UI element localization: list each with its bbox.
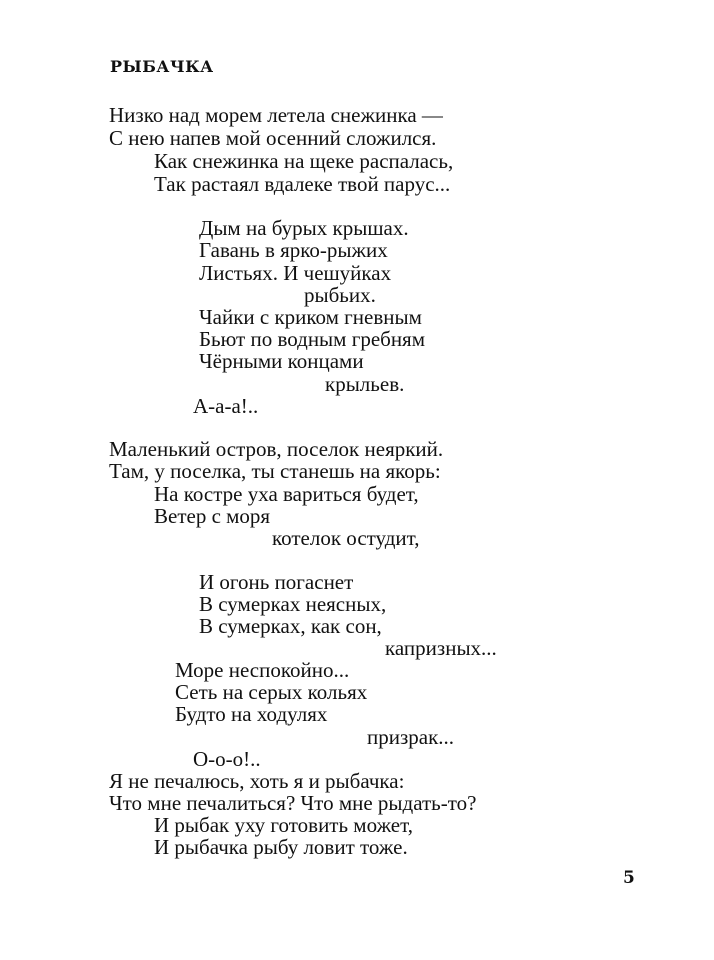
poem-line: И огонь погаснет bbox=[199, 570, 354, 594]
page-number: 5 bbox=[623, 868, 635, 888]
poem-line: Низко над морем летела снежинка — bbox=[109, 103, 443, 127]
poem-line: котелок остудит, bbox=[272, 526, 420, 550]
poem-title: РЫБАЧКА bbox=[110, 57, 214, 76]
poem-line: призрак... bbox=[367, 725, 455, 749]
poem-line: На костре уха вариться будет, bbox=[154, 482, 419, 506]
poem-line: И рыбак уху готовить может, bbox=[154, 813, 413, 837]
poem-line: Я не печалюсь, хоть я и рыбачка: bbox=[109, 769, 405, 793]
poem-line: рыбьих. bbox=[304, 283, 376, 307]
poem-line: Как снежинка на щеке распалась, bbox=[154, 149, 454, 173]
poem-line: Там, у поселка, ты станешь на якорь: bbox=[109, 459, 441, 483]
poem-line: Сеть на серых кольях bbox=[175, 680, 368, 704]
poem-line: И рыбачка рыбу ловит тоже. bbox=[154, 835, 408, 859]
poem-line: В сумерках неясных, bbox=[199, 592, 387, 616]
poem-line: С нею напев мой осенний сложился. bbox=[109, 126, 437, 150]
poem-line: Будто на ходулях bbox=[175, 702, 328, 726]
poem-line: Так растаял вдалеке твой парус... bbox=[154, 172, 451, 196]
poem-line: Листьях. И чешуйках bbox=[199, 261, 392, 285]
poem-line: А-а-а!.. bbox=[193, 394, 259, 418]
poem-line: Ветер с моря bbox=[154, 504, 271, 528]
poem-line: Что мне печалиться? Что мне рыдать-то? bbox=[109, 791, 477, 815]
poem-line: В сумерках, как сон, bbox=[199, 614, 382, 638]
poem-line: Чёрными концами bbox=[199, 349, 364, 373]
poem-line: капризных... bbox=[385, 636, 497, 660]
poem-line: Дым на бурых крышах. bbox=[199, 216, 409, 240]
poem-line: Чайки с криком гневным bbox=[199, 305, 422, 329]
poem-line: Маленький остров, поселок неяркий. bbox=[109, 437, 444, 461]
poem-line: О-о-о!.. bbox=[193, 747, 261, 771]
poem-line: Гавань в ярко-рыжих bbox=[199, 238, 388, 262]
poem-line: крыльев. bbox=[325, 372, 405, 396]
poem-line: Бьют по водным гребням bbox=[199, 327, 426, 351]
poem-line: Море неспокойно... bbox=[175, 658, 350, 682]
